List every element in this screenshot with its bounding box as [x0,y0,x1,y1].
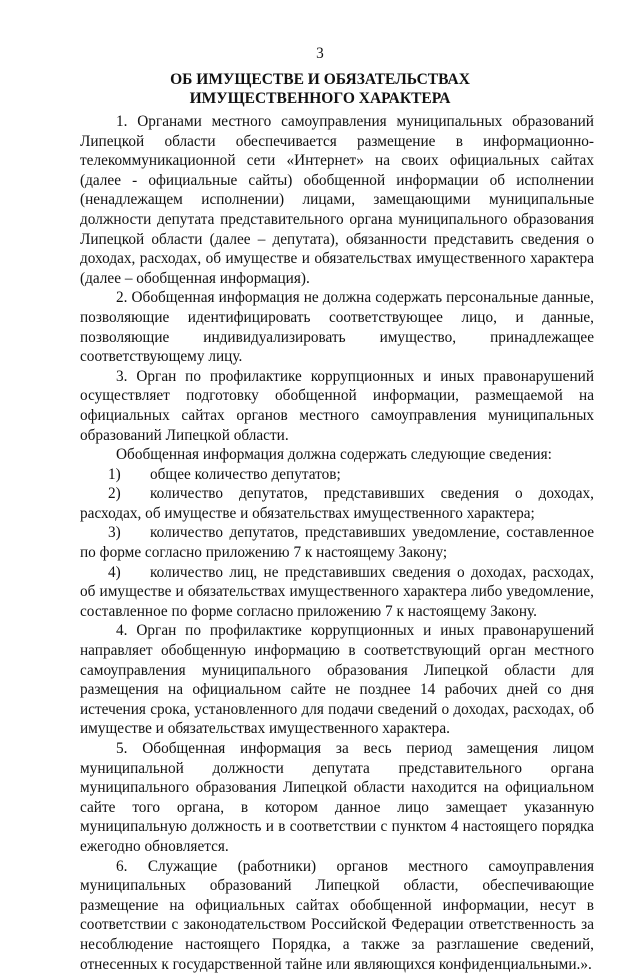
list-item-number: 1) [108,465,121,483]
list-item-text: количество депутатов, представивших сведения о доходах, расходах, об имуществе и обязательствах имущественного характера; [80,485,594,522]
paragraph-2: 2. Обобщенная информация не должна содержать персональные данные, позволяющие идентифицировать соответствующее лицо, и данные, позволяющие индивидуализировать имущество, принадлежащее соответствующему лицу. [80,289,594,366]
list-item [80,465,594,485]
paragraph-6: 6. Служащие (работники) органов местного самоуправления муниципальных образований Липецкой области, обеспечивающие размещение на официальных сайтах обобщенной информации, несут в соответствии с законодательством Российской Федерации ответственность за несоблюдение настоящего Порядка, а также за разглашение сведений, отнесенных к государственной тайне или являющихся конфиденциальными.». [80,857,594,973]
list-item-text: количество лиц, не представивших сведения о доходах, расходах, об имуществе и обязательствах имущественного характера либо уведомление, составленное по форме согласно приложению 7 к настоящему Закону. [80,563,594,620]
paragraph-4: 4. Орган по профилактике коррупционных и иных правонарушений направляет обобщенную информацию в соответствующий орган местного самоуправления муниципального образования Липецкой области для размещения на официальном сайте не позднее 14 рабочих дней со дня истечения срока, установленного для подачи сведений о доходах, расходах, об имуществе и обязательствах имущественного характера. [80,622,594,738]
list-item [80,484,594,523]
paragraph-1: 1. Органами местного самоуправления муниципальных образований Липецкой области обеспечивается размещение в информационно-телекоммуникационной сети «Интернет» на своих официальных сайтах (далее - официальные сайты) обобщенной информации об исполнении (ненадлежащем исполнении) лицами, замещающими муниципальные должности депутата представительного органа муниципального образования Липецкой области (далее – депутата), обязанности представить сведения о доходах, расходах, об имуществе и обязательствах имущественного характера (далее – обобщенная информация). [80,113,594,287]
list-item-text: общее количество депутатов; [150,465,341,483]
paragraph-3: 3. Орган по профилактике коррупционных и иных правонарушений осуществляет подготовку обобщенной информации, размещаемой на официальных сайтах органов местного самоуправления муниципальных образований Липецкой области. [80,367,594,444]
list-item [80,563,594,622]
list-item-number: 3) [108,524,121,542]
document-body [80,112,594,974]
list-item-number: 2) [108,485,121,503]
page-number: 3 [316,45,324,62]
section-title: ОБ ИМУЩЕСТВЕ И ОБЯЗАТЕЛЬСТВАХ ИМУЩЕСТВЕННОГО ХАРАКТЕРА [170,71,470,107]
list-item [80,523,594,562]
list-item-number: 4) [108,563,121,581]
list-item-text: количество депутатов, представивших уведомление, составленное по форме согласно приложению 7 к настоящему Закону; [80,524,594,562]
list-intro: Обобщенная информация должна содержать следующие сведения: [116,446,552,464]
paragraph-5: 5. Обобщенная информация за весь период замещения лицом муниципальной должности депутата представительного органа муниципального образования Липецкой области находится на официальном сайте того органа, в котором данное лицо замещает указанную муниципальную должность и в соответствии с пунктом 4 настоящего порядка ежегодно обновляется. [80,740,594,855]
